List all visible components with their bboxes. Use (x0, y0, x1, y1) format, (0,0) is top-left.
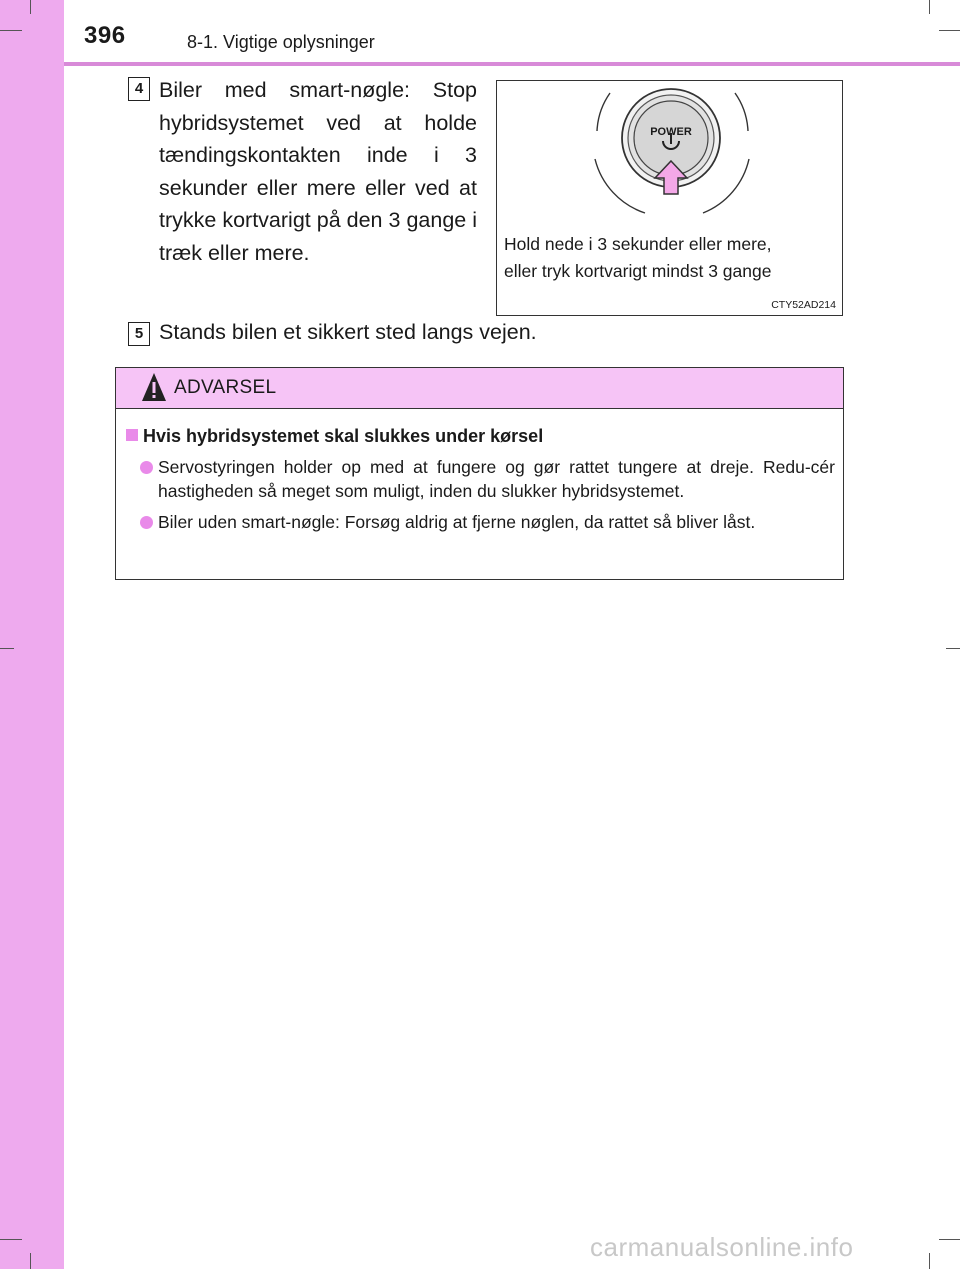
step-badge-4: 4 (128, 77, 150, 101)
bullet-dot-icon (140, 461, 153, 474)
crop-mark (0, 30, 22, 31)
warning-bullet (140, 511, 835, 535)
bullet-dot-icon (140, 516, 153, 529)
warning-title: ADVARSEL (174, 377, 277, 398)
crop-mark (0, 1239, 22, 1240)
figure-code: CTY52AD214 (771, 299, 836, 311)
power-button-label: POWER (650, 126, 692, 138)
step-5-text: Stands bilen et sikkert sted langs vejen. (159, 320, 537, 344)
warning-bullet-text: Biler uden smart-nøgle: Forsøg aldrig at fjerne nøglen, da rattet så bliver låst. (158, 512, 756, 532)
chapter-title: 8-1. Vigtige oplysninger (187, 32, 375, 52)
crop-mark (0, 648, 14, 649)
warning-box (115, 367, 844, 580)
crop-mark (929, 0, 930, 14)
page-number: 396 (84, 22, 126, 49)
crop-mark (939, 1239, 960, 1240)
warning-bullet (140, 456, 835, 503)
crop-mark (946, 648, 960, 649)
crop-mark (929, 1253, 930, 1269)
figure-caption-line-1: Hold nede i 3 sekunder eller mere, (504, 234, 772, 254)
warning-heading (126, 426, 543, 447)
crop-mark (30, 0, 31, 14)
warning-bullet-text: Servostyringen holder op med at fungere og gør rattet tungere at dreje. Redu-cér hastigheden så meget som muligt, inden du slukker hybridsystemet. (158, 457, 835, 501)
figure-caption-line-2: eller tryk kortvarigt mindst 3 gange (504, 261, 772, 281)
figure-caption (504, 231, 772, 285)
step-4-text: Biler med smart-nøgle: Stop hybridsystemet ved at holde tændingskontakten inde i 3 sekunder eller mere eller ved at trykke kortvarigt på den 3 gange i træk eller mere. (159, 78, 477, 265)
warning-header (116, 368, 843, 409)
step-badge-5: 5 (128, 322, 150, 346)
crop-mark (30, 1253, 31, 1269)
warning-triangle-icon (141, 372, 167, 402)
square-bullet-icon (126, 429, 138, 441)
watermark: carmanualsonline.info (590, 1232, 854, 1262)
crop-mark (939, 30, 960, 31)
header-rule (64, 62, 960, 66)
warning-heading-text: Hvis hybridsystemet skal slukkes under kørsel (143, 426, 544, 446)
power-button-figure (496, 80, 843, 316)
side-color-band (0, 0, 64, 1269)
